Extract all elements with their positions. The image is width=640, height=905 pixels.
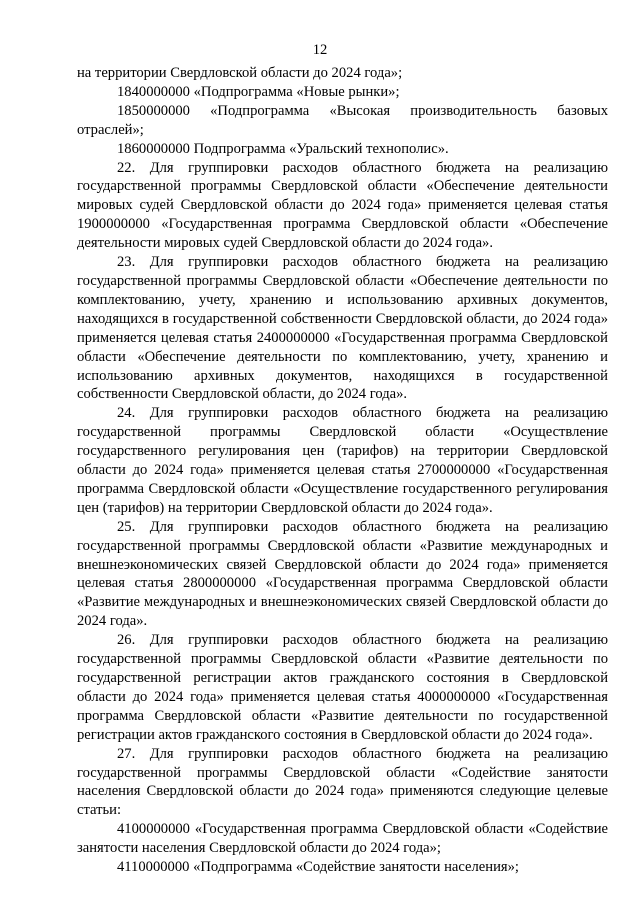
paragraph-continuation: на территории Свердловской области до 2024 года»; — [77, 65, 403, 81]
document-body — [77, 64, 608, 877]
paragraph-item-22: 22. Для группировки расходов областного бюджета на реализацию государственной программы Свердловской области «Обеспечение деятельности мировых судей Свердловской области до 2024 года» применяется целевая статья 1900000000 «Государственная программа Свердловской области «Обеспечение деятельности мировых судей Свердловской области до 2024 года». — [77, 159, 608, 252]
paragraph-subprogram-1860: 1860000000 Подпрограмма «Уральский технополис». — [117, 140, 449, 157]
paragraph-item-26: 26. Для группировки расходов областного бюджета на реализацию государственной программы Свердловской области «Развитие деятельности по государственной регистрации актов гражданского состояния в Свердловской области до 2024 года» применяется целевая статья 4000000000 «Государственная программа Свердловской области «Развитие деятельности по государственной регистрации актов гражданского состояния в Свердловской области до 2024 года». — [77, 632, 608, 743]
page-number: 12 — [312, 42, 328, 58]
paragraph-item-27: 27. Для группировки расходов областного бюджета на реализацию государственной программы Свердловской области «Содействие занятости населения Свердловской области до 2024 года» применяются следующие целевые статьи: — [77, 745, 608, 819]
paragraph-subprogram-1840: 1840000000 «Подпрограмма «Новые рынки»; — [117, 83, 400, 100]
paragraph-item-25: 25. Для группировки расходов областного бюджета на реализацию государственной программы Свердловской области «Развитие международных и внешнеэкономических связей Свердловской области до 2024 года» применяется целевая статья 2800000000 «Государственная программа Свердловской области «Развитие международных и внешнеэкономических связей Свердловской области до 2024 года». — [77, 518, 608, 630]
paragraph-subprogram-1850: 1850000000 «Подпрограмма «Высокая производительность базовых отраслей»; — [77, 102, 608, 138]
paragraph-article-4100: 4100000000 «Государственная программа Свердловской области «Содействие занятости населения Свердловской области до 2024 года»; — [77, 821, 608, 857]
paragraph-article-4110: 4110000000 «Подпрограмма «Содействие занятости населения»; — [117, 859, 519, 876]
paragraph-item-23: 23. Для группировки расходов областного бюджета на реализацию государственной программы Свердловской области «Обеспечение деятельности по комплектованию, учету, хранению и использованию архивных документов, находящихся в государственной собственности Свердловской области, до 2024 года» применяется целевая статья 2400000000 «Государственная программа Свердловской области «Обеспечение деятельности по комплектованию, учету, хранению и использованию архивных документов, находящихся в государственной собственности Свердловской области, до 2024 года». — [77, 254, 608, 403]
paragraph-item-24: 24. Для группировки расходов областного бюджета на реализацию государственной программы Свердловской области «Осуществление государственного регулирования цен (тарифов) на территории Свердловской области до 2024 года» применяется целевая статья 2700000000 «Государственная программа Свердловской области «Осуществление государственного регулирования цен (тарифов) на территории Свердловской области до 2024 года». — [77, 405, 608, 516]
